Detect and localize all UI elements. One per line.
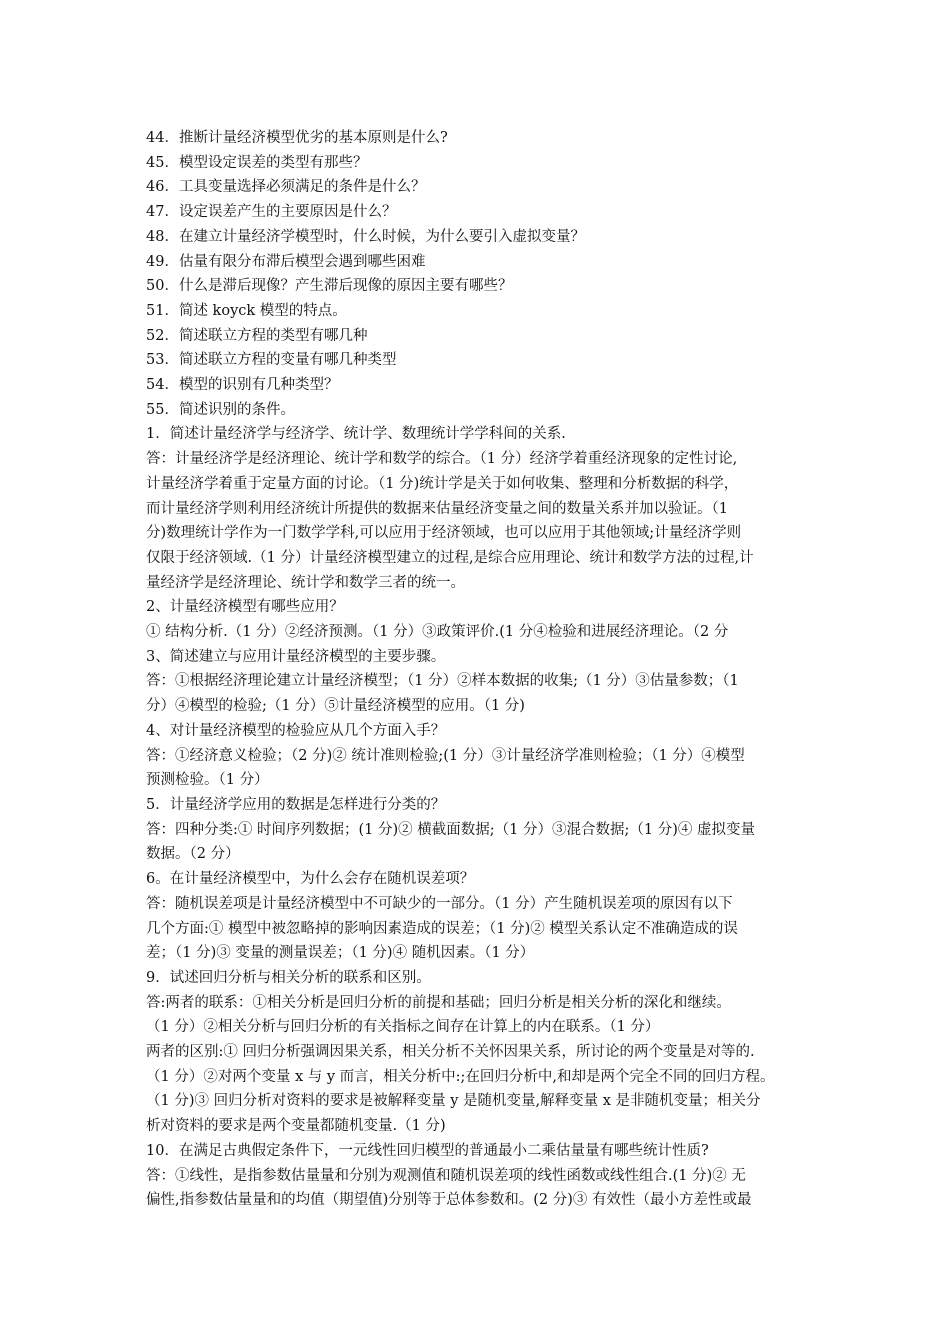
answer-9-line: （1 分)③ 回归分析对资料的要求是被解释变量 y 是随机变量,解释变量 x 是非随机变量；相关分 [146, 1093, 761, 1110]
question-51: 51．简述 koyck 模型的特点。 [146, 302, 347, 319]
answer-1-line: 答：计量经济学是经济理论、统计学和数学的综合。（1 分）经济学着重经济现象的定性讨论, [146, 451, 738, 468]
answer-9-line: 答:两者的联系：①相关分析是回归分析的前提和基础；回归分析是相关分析的深化和继续。 [146, 994, 731, 1011]
answer-1-line: 仅限于经济领域.（1 分）计量经济模型建立的过程,是综合应用理论、统计和数学方法的过程,计 [146, 549, 754, 566]
answer-4-line: 答：①经济意义检验；（2 分)② 统计准则检验;(1 分）③计量经济学准则检验；（1 分）④模型 [146, 747, 745, 764]
question-9: 9．试述回归分析与相关分析的联系和区别。 [146, 969, 431, 986]
question-4: 4、对计量经济模型的检验应从几个方面入手？ [146, 722, 446, 739]
question-5: 5．计量经济学应用的数据是怎样进行分类的？ [146, 796, 446, 813]
answer-10-line: 答：①线性，是指参数估量量和分别为观测值和随机误差项的线性函数或线性组合.(1 分)② 无 [146, 1167, 746, 1184]
answer-1-line: 而计量经济学则利用经济统计所提供的数据来估量经济变量之间的数量关系并加以验证。（1 [146, 500, 728, 517]
question-3: 3、简述建立与应用计量经济模型的主要步骤。 [146, 648, 446, 665]
question-53: 53．简述联立方程的变量有哪几种类型 [146, 352, 397, 369]
answer-1-line: 计量经济学着重于定量方面的讨论。（1 分)统计学是关于如何收集、整理和分析数据的科学， [146, 475, 739, 492]
question-50: 50．什么是滞后现像？产生滞后现像的原因主要有哪些？ [146, 278, 513, 295]
question-54: 54．模型的识别有几种类型？ [146, 377, 339, 394]
answer-4-line: 预测检验。（1 分） [146, 772, 269, 789]
answer-9-line: 两者的区别:① 回归分析强调因果关系，相关分析不关怀因果关系，所讨论的两个变量是对等的. [146, 1044, 755, 1061]
question-52: 52．简述联立方程的类型有哪几种 [146, 327, 368, 344]
answer-6-line: 差；（1 分)③ 变量的测量误差；（1 分)④ 随机因素。（1 分） [146, 945, 535, 962]
question-10: 10．在满足古典假定条件下，一元线性回归模型的普通最小二乘估量量有哪些统计性质? [146, 1142, 709, 1159]
question-48: 48．在建立计量经济学模型时，什么时候，为什么要引入虚拟变量？ [146, 228, 585, 245]
answer-5-line: 数据。（2 分） [146, 846, 240, 863]
answer-1-line: 量经济学是经济理论、统计学和数学三者的统一。 [146, 574, 465, 591]
answer-9-line: （1 分）②对两个变量 x 与 y 而言，相关分析中:;在回归分析中,和却是两个完全不同的回归方程。 [146, 1068, 775, 1085]
answer-3-line: 答：①根据经济理论建立计量经济模型；（1 分）②样本数据的收集;（1 分）③估量参数；（1 [146, 673, 739, 690]
question-6: 6。在计量经济模型中，为什么会存在随机误差项？ [146, 871, 475, 888]
question-47: 47．设定误差产生的主要原因是什么？ [146, 204, 397, 221]
question-45: 45．模型设定误差的类型有那些？ [146, 154, 368, 171]
answer-9-line: （1 分）②相关分析与回归分析的有关指标之间存在计算上的内在联系。（1 分） [146, 1019, 660, 1036]
answer-9-line: 析对资料的要求是两个变量都随机变量.（1 分) [146, 1118, 446, 1135]
answer-5-line: 答：四种分类:① 时间序列数据；(1 分)② 横截面数据;（1 分）③混合数据;（1 分)④ 虚拟变量 [146, 821, 755, 838]
answer-2-line: ① 结构分析.（1 分）②经济预测。（1 分）③政策评价.(1 分④检验和进展经济理论。（2 分 [146, 624, 729, 641]
question-1: 1．简述计量经济学与经济学、统计学、数理统计学学科间的关系. [146, 426, 566, 443]
document-body [146, 126, 810, 1213]
question-2: 2、计量经济模型有哪些应用？ [146, 599, 344, 616]
question-55: 55．简述识别的条件。 [146, 401, 295, 418]
answer-10-line: 偏性,指参数估量量和的均值（期望值)分别等于总体参数和。(2 分)③ 有效性（最小方差性或最 [146, 1192, 752, 1209]
answer-6-line: 几个方面:① 模型中被忽略掉的影响因素造成的误差；（1 分)② 模型关系认定不准确造成的误 [146, 920, 738, 937]
question-49: 49．估量有限分布滞后模型会遇到哪些困难 [146, 253, 426, 270]
answer-3-line: 分）④模型的检验;（1 分）⑤计量经济模型的应用。（1 分) [146, 698, 525, 715]
question-46: 46．工具变量选择必须满足的条件是什么？ [146, 179, 426, 196]
question-44: 44．推断计量经济模型优劣的基本原则是什么? [146, 130, 448, 146]
answer-1-line: 分)数理统计学作为一门数学学科,可以应用于经济领域，也可以应用于其他领域;计量经济学则 [146, 525, 742, 542]
answer-6-line: 答：随机误差项是计量经济模型中不可缺少的一部分。（1 分）产生随机误差项的原因有以下 [146, 895, 733, 912]
